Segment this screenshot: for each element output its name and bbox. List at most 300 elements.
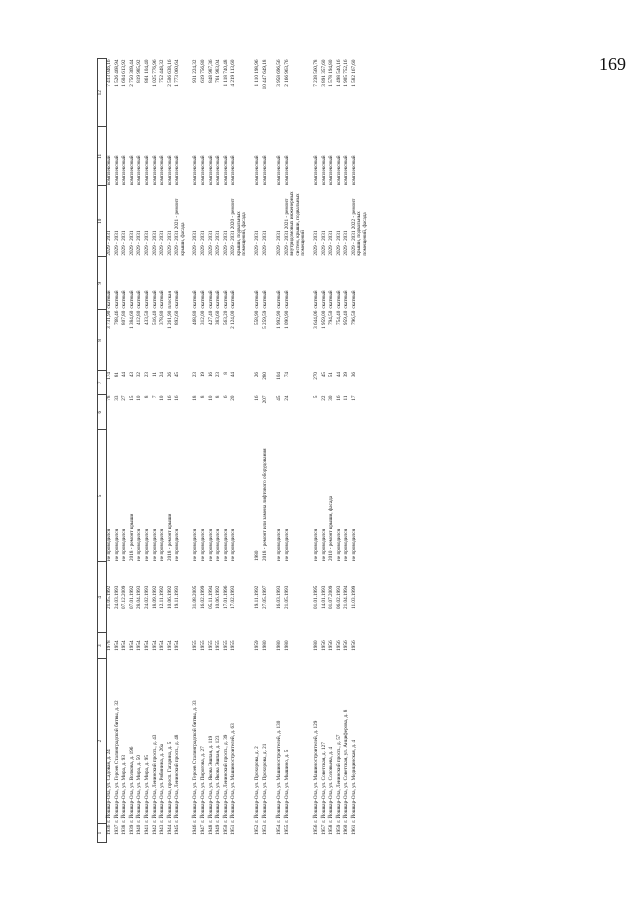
cell-roof-type: скатный — [143, 290, 150, 309]
cell-total-area: 892,60 — [174, 310, 181, 325]
cell-roof-type: плоская — [166, 291, 173, 309]
cell-build-year: 1954 — [113, 640, 120, 651]
cell-repair-cost: 1 110 198,96 — [253, 59, 260, 87]
cell-roof-type: скатный — [174, 290, 181, 309]
cell-repair-period: 2029 - 2031 — [343, 230, 350, 256]
cell-repair-kind: комплексный — [335, 155, 342, 185]
cell-value-6: 8 — [215, 395, 222, 399]
cell-build-year: 1956 — [350, 640, 357, 651]
cell-row-number: 1956 — [312, 824, 319, 836]
cell-row-number: 1959 — [335, 824, 342, 836]
cell-roof-type: скатный — [283, 290, 290, 309]
table-row — [285, 59, 307, 843]
cell-repair-kind: комплексный — [143, 155, 150, 185]
cell-last-repair: не проводился — [320, 529, 327, 561]
cell-row-number: 1939 — [128, 824, 135, 836]
cell-repair-period: 2029 - 2031 — [207, 230, 214, 256]
cell-build-year: 1954 — [159, 640, 166, 651]
cell-address: г. Йошкар-Ола, ул. Мышино, д. 5 — [283, 749, 290, 823]
cell-value-7: 43 — [128, 371, 135, 378]
cell-repair-kind: комплексный — [159, 155, 166, 185]
cell-row-number: 1941 — [143, 824, 150, 836]
cell-repair-cost: 1 773 060,64 — [174, 59, 181, 87]
cell-address: г. Йошкар-Ола, ул. Волкова, д. 196 — [128, 746, 135, 823]
cell-value-6: 16 — [335, 395, 342, 401]
cell-build-year: 1956 — [320, 640, 327, 651]
cell-repair-cost: 7 238 560,78 — [312, 59, 319, 87]
header-col-2: 2 — [98, 659, 107, 824]
cell-repair-kind: комплексный — [151, 155, 158, 185]
cell-total-area: 3 644,06 — [312, 310, 319, 329]
cell-repair-period: 2029 - 2031 — [276, 230, 283, 256]
cell-total-area: 754,40 — [335, 310, 342, 325]
cell-value-6: 20 — [230, 395, 237, 401]
cell-repair-kind: комплексный — [215, 155, 222, 185]
cell-last-repair: не проводился — [136, 529, 143, 561]
cell-value-7: 32 — [136, 371, 143, 378]
cell-address: г. Йошкар-Ола, ул. Советская, д. 127 — [320, 742, 327, 823]
cell-repair-cost: 761 983,04 — [215, 59, 222, 83]
cell-total-area: 1 959,00 — [320, 310, 327, 329]
capital-repair-table — [97, 58, 368, 843]
cell-total-area: 427,40 — [207, 310, 214, 325]
cell-roof-type: скатный — [136, 290, 143, 309]
cell-total-area: 5 259,59 — [261, 310, 268, 329]
cell-repair-cost: 619 756,80 — [200, 59, 207, 83]
cell-row-number: 1945 — [174, 824, 181, 836]
cell-repair-cost: 2 750 369,44 — [128, 59, 135, 87]
cell-value-6: 207 — [261, 395, 268, 404]
cell-last-repair: не проводился — [312, 529, 319, 561]
cell-last-repair: не проводился — [121, 529, 128, 561]
table-row — [352, 59, 368, 843]
cell-build-year: 1955 — [207, 640, 214, 651]
cell-repair-kind: комплексный — [261, 155, 268, 185]
cell-repair-kind: комплексный — [121, 155, 128, 185]
cell-value-6: 7 — [151, 395, 158, 399]
cell-roof-type: скатный — [128, 290, 135, 309]
rotated-table-area — [97, 58, 573, 843]
cell-repair-period: 2029 - 2031 2022 - ремонт крыши, подвальных помещений, фасада — [350, 198, 368, 256]
cell-build-year: 1954 — [143, 640, 150, 651]
cell-roof-type: скатный — [192, 290, 199, 309]
cell-value-6: 45 — [276, 395, 283, 401]
cell-row-number: 1938 — [121, 824, 128, 836]
cell-address: г. Йошкар-Ола, ул. Медицинская, д. 4 — [350, 739, 357, 823]
cell-value-7: 8 — [222, 371, 229, 375]
cell-survey-date: 24.03.1993 — [113, 585, 120, 609]
cell-value-6: 8 — [200, 395, 207, 399]
cell-repair-cost: 3 891 357,60 — [320, 59, 327, 87]
cell-repair-kind: комплексный — [276, 155, 283, 185]
cell-value-6: 33 — [113, 395, 120, 401]
cell-survey-date: 17.02.1993 — [230, 585, 237, 609]
cell-repair-period: 2029 - 2031 — [136, 230, 143, 256]
cell-build-year: 1956 — [343, 640, 350, 651]
cell-survey-date: 19.11.1992 — [253, 585, 260, 609]
cell-repair-kind: комплексный — [312, 155, 319, 185]
header-col-12: 12 — [98, 59, 107, 127]
cell-survey-date: 05.11.1994 — [207, 585, 214, 609]
cell-last-repair: 2018 - ремонт или замена лифтового оборудования — [261, 448, 268, 561]
cell-value-7: 44 — [121, 371, 128, 378]
cell-survey-date: 21.05.1992 — [106, 585, 112, 609]
cell-value-7: 19 — [200, 371, 207, 378]
cell-value-7: 16 — [207, 371, 214, 378]
cell-last-repair: не проводился — [343, 529, 350, 561]
header-col-9: 9 — [98, 257, 107, 310]
cell-roof-type: скатный — [350, 290, 357, 309]
cell-value-7: 11 — [151, 371, 158, 377]
cell-roof-type: скатный — [215, 290, 222, 309]
header-col-11: 11 — [98, 127, 107, 186]
cell-roof-type: скатный — [151, 290, 158, 309]
cell-survey-date: 17.01.1996 — [222, 585, 229, 609]
cell-roof-type: скатный — [106, 290, 112, 309]
cell-value-7: 81 — [113, 371, 120, 378]
cell-repair-kind: комплексный — [343, 155, 350, 185]
cell-total-area: 433,50 — [143, 310, 150, 325]
cell-build-year: 1956 — [335, 640, 342, 651]
cell-repair-kind: комплексный — [320, 155, 327, 185]
cell-repair-cost: 848 987,36 — [207, 59, 214, 83]
cell-repair-kind: комплексный — [207, 155, 214, 185]
cell-repair-period: 2029 - 2031 — [166, 230, 173, 256]
cell-row-number: 1958 — [328, 824, 335, 836]
cell-repair-period: 2029 - 2031 — [320, 230, 327, 256]
cell-survey-date: 16.02.1999 — [200, 585, 207, 609]
cell-value-6: 16 — [166, 395, 173, 401]
cell-value-6: 6 — [222, 395, 229, 399]
cell-row-number: 1955 — [283, 824, 290, 836]
cell-value-7: 45 — [174, 371, 181, 378]
cell-survey-date: 18.09.1992 — [151, 585, 158, 609]
cell-row-number: 1937 — [113, 824, 120, 836]
cell-value-7: 39 — [343, 371, 350, 378]
cell-total-area: 558,90 — [253, 310, 260, 325]
cell-total-area: 383,60 — [215, 310, 222, 325]
header-col-10: 10 — [98, 186, 107, 257]
cell-row-number: 1948 — [207, 824, 214, 836]
table-body — [107, 59, 369, 843]
cell-address: г. Йошкар-Ола, ул. Мира, д. 50 — [136, 755, 143, 823]
cell-last-repair: не проводился — [151, 529, 158, 561]
header-col-1: 1 — [98, 824, 107, 843]
cell-value-7: 174 — [106, 371, 112, 380]
cell-repair-cost: 931 224,32 — [192, 59, 199, 83]
cell-value-7: 44 — [335, 371, 342, 378]
cell-total-area: 959,40 — [343, 310, 350, 325]
cell-value-7: 51 — [328, 371, 335, 378]
cell-build-year: 1978 — [106, 640, 112, 651]
cell-repair-kind: комплексный — [328, 155, 335, 185]
cell-survey-date: 11.03.1999 — [350, 585, 357, 609]
cell-repair-period: 2029 - 2031 — [215, 230, 222, 256]
cell-roof-type: скатный — [328, 290, 335, 309]
cell-row-number: 1952 — [253, 824, 260, 836]
cell-row-number: 1957 — [320, 824, 327, 836]
cell-survey-date: 21.04.1994 — [343, 585, 350, 609]
cell-last-repair: не проводился — [283, 529, 290, 561]
cell-address: г. Йошкар-Ола, Ленинский просп., д. 39 — [222, 734, 229, 823]
cell-row-number: 1947 — [200, 824, 207, 836]
cell-address: г. Йошкар-Ола, ул. Советская, ул. Анциферова, д. 8 — [343, 709, 350, 823]
cell-repair-kind: комплексный — [253, 155, 260, 185]
cell-repair-period: 2029 - 2031 2021 - ремонт крыши, фасада — [174, 198, 186, 256]
cell-survey-date: 14.01.1993 — [320, 585, 327, 609]
cell-row-number: 1950 — [222, 824, 229, 836]
cell-address: г. Йошкар-Ола, ул. Садовая, д. 24 — [106, 749, 112, 823]
cell-value-6: 18 — [192, 395, 199, 401]
cell-roof-type: скатный — [230, 290, 237, 309]
cell-repair-cost: 819 985,92 — [136, 59, 143, 83]
cell-build-year: 1955 — [215, 640, 222, 651]
header-col-6: 6 — [98, 395, 107, 430]
cell-repair-period: 2029 - 2031 — [106, 230, 112, 256]
cell-repair-period: 2029 - 2031 — [200, 230, 207, 256]
cell-build-year: 1954 — [121, 640, 128, 651]
cell-value-7: 44 — [230, 371, 237, 378]
cell-roof-type: скатный — [276, 290, 283, 309]
cell-row-number: 1960 — [343, 824, 350, 836]
cell-address: г. Йошкар-Ола, ул. Якова Эшпая, д. 123 — [215, 735, 222, 823]
cell-value-6: 10 — [207, 395, 214, 401]
cell-repair-kind: комплексный — [283, 155, 290, 185]
cell-total-area: 3 731,90 — [106, 310, 112, 329]
cell-repair-kind: комплексный — [128, 155, 135, 185]
cell-last-repair: не проводился — [207, 529, 214, 561]
cell-row-number: 1936 — [106, 824, 112, 836]
table-row — [231, 59, 247, 843]
cell-repair-kind: комплексный — [222, 155, 229, 185]
cell-address: г. Йошкар-Ола, ул. Якова Эшпая, д. 119 — [207, 735, 214, 823]
cell-row-number: 1942 — [151, 824, 158, 836]
cell-repair-cost: 2 166 963,76 — [283, 59, 290, 87]
cell-survey-date: 01.01.1995 — [312, 585, 319, 609]
cell-last-repair: не проводился — [215, 529, 222, 561]
cell-roof-type: скатный — [312, 290, 319, 309]
cell-build-year: 1980 — [261, 640, 268, 651]
cell-repair-kind: комплексный — [166, 155, 173, 185]
cell-address: г. Йошкар-Ола, ул. Машиностроителей, д. 130 — [276, 720, 283, 823]
cell-repair-cost: 4 219 113,60 — [230, 59, 237, 87]
cell-last-repair: не проводился — [174, 529, 181, 561]
cell-build-year: 1954 — [166, 640, 173, 651]
cell-repair-cost: 3 958 696,56 — [276, 59, 283, 87]
table-row — [175, 59, 186, 843]
cell-value-6: 22 — [320, 395, 327, 401]
cell-build-year: 1980 — [283, 640, 290, 651]
cell-address: г. Йошкар-Ола, Ленинский просп., д. 48 — [174, 734, 181, 823]
cell-build-year: 1954 — [151, 640, 158, 651]
cell-address: г. Йошкар-Ола, просп. Гагарина, д. 5 — [166, 741, 173, 823]
cell-value-6: 10 — [159, 395, 166, 401]
cell-repair-period: 2029 - 2031 — [328, 230, 335, 256]
cell-value-7: 280 — [261, 371, 268, 380]
cell-repair-period: 2029 - 2031 — [113, 230, 120, 256]
cell-total-area: 468,80 — [192, 310, 199, 325]
cell-roof-type: скатный — [343, 290, 350, 309]
cell-survey-date: 28.04.1993 — [136, 585, 143, 609]
cell-row-number: 1961 — [350, 824, 357, 836]
cell-roof-type: скатный — [335, 290, 342, 309]
cell-survey-date: 12.11.1992 — [159, 585, 166, 609]
cell-total-area: 516,40 — [151, 310, 158, 325]
cell-repair-period: 2029 - 2031 — [151, 230, 158, 256]
cell-roof-type: скатный — [113, 290, 120, 309]
cell-total-area: 768,46 — [113, 310, 120, 325]
cell-repair-kind: комплексный — [174, 155, 181, 185]
header-col-5: 5 — [98, 430, 107, 562]
cell-total-area: 794,50 — [328, 310, 335, 325]
cell-row-number: 1940 — [136, 824, 143, 836]
cell-row-number: 1954 — [276, 824, 283, 836]
cell-value-6: 17 — [350, 395, 357, 401]
cell-repair-kind: комплексный — [350, 155, 357, 185]
cell-value-7: 23 — [192, 371, 199, 378]
cell-last-repair: 2010 - ремонт крыши, фасада — [328, 495, 335, 561]
cell-survey-date: 16.03.1993 — [276, 585, 283, 609]
cell-row-number: 1951 — [230, 824, 237, 836]
cell-repair-period: 2029 - 2031 2021 - ремонт внутридомовых инженерных систем, крыши, подвальных помещений — [283, 191, 307, 256]
cell-address: г. Йошкар-Ола, ул. Героев Сталинградской битвы, д. 32 — [113, 700, 120, 823]
cell-repair-cost: 10 447 649,18 — [261, 59, 268, 90]
cell-build-year: 1955 — [230, 640, 237, 651]
cell-value-7: 23 — [215, 371, 222, 378]
cell-row-number: 1949 — [215, 824, 222, 836]
cell-build-year: 1956 — [328, 640, 335, 651]
cell-repair-cost: 1 118 740,48 — [222, 59, 229, 87]
cell-total-area: 807,80 — [121, 310, 128, 325]
cell-last-repair: не проводился — [159, 529, 166, 561]
page-number: 169 — [599, 54, 626, 74]
header-col-8: 8 — [98, 310, 107, 371]
cell-repair-cost: 1 498 540,16 — [335, 59, 342, 87]
cell-repair-period: 2029 - 2031 — [159, 230, 166, 256]
cell-survey-date: 07.01.1992 — [128, 585, 135, 609]
cell-repair-cost: 861 104,40 — [143, 59, 150, 83]
cell-repair-cost: 1 578 194,80 — [328, 59, 335, 87]
cell-roof-type: скатный — [222, 290, 229, 309]
cell-total-area: 378,80 — [159, 310, 166, 325]
cell-value-7: 26 — [253, 371, 260, 378]
cell-last-repair: 2018 - ремонт крыши — [166, 513, 173, 561]
cell-row-number: 1944 — [166, 824, 173, 836]
cell-address: г. Йошкар-Ола, ул. Машиностроителей, д. 129 — [312, 720, 319, 823]
cell-value-6: 10 — [136, 395, 143, 401]
cell-repair-period: 2029 - 2031 — [128, 230, 135, 256]
cell-total-area: 1 090,90 — [283, 310, 290, 329]
table-row — [263, 59, 271, 843]
cell-survey-date: 21.05.1993 — [283, 585, 290, 609]
cell-repair-cost: 1 905 752,16 — [343, 59, 350, 87]
cell-survey-date: 06.02.1993 — [335, 585, 342, 609]
cell-value-7: 270 — [312, 371, 319, 380]
cell-repair-cost: 752 448,32 — [159, 59, 166, 83]
cell-address: г. Йошкар-Ола, ул. Соловьева, д. 4 — [328, 746, 335, 823]
cell-roof-type: скатный — [121, 290, 128, 309]
cell-repair-period: 2029 - 2031 — [312, 230, 319, 256]
cell-repair-kind: комплексный — [136, 155, 143, 185]
cell-survey-date: 07.12.2009 — [121, 585, 128, 609]
cell-build-year: 1980 — [276, 640, 283, 651]
cell-roof-type: скатный — [207, 290, 214, 309]
cell-repair-period: 2029 - 2031 — [253, 230, 260, 256]
cell-survey-date: 10.06.1992 — [215, 585, 222, 609]
cell-repair-period: 2029 - 2031 — [143, 230, 150, 256]
cell-last-repair: не проводился — [335, 529, 342, 561]
cell-address: г. Йошкар-Ола, ул. Прохорова, д. 2 — [253, 746, 260, 823]
cell-build-year: 1980 — [312, 640, 319, 651]
cell-repair-period: 2029 - 2031 — [121, 230, 128, 256]
cell-value-7: 24 — [159, 371, 166, 378]
cell-repair-period: 2029 - 2031 — [261, 230, 268, 256]
cell-last-repair: не проводился — [230, 529, 237, 561]
cell-total-area: 563,20 — [222, 310, 229, 325]
cell-total-area: 1 261,90 — [166, 310, 173, 329]
cell-value-6: 16 — [174, 395, 181, 401]
cell-repair-period: 2029 - 2031 — [335, 230, 342, 256]
cell-survey-date: 19.11.1993 — [174, 585, 181, 609]
cell-build-year: 1954 — [128, 640, 135, 651]
cell-total-area: 1 384,60 — [128, 310, 135, 329]
cell-value-6: 8 — [143, 395, 150, 399]
cell-last-repair: не проводился — [200, 529, 207, 561]
cell-survey-date: 01.07.2009 — [328, 585, 335, 609]
cell-repair-cost: 2 506 638,16 — [166, 59, 173, 87]
cell-last-repair: не проводился — [143, 529, 150, 561]
rotated-table-container — [97, 58, 573, 843]
cell-value-6: 24 — [283, 395, 290, 401]
cell-repair-cost: 1 025 776,96 — [151, 59, 158, 87]
cell-last-repair: не проводился — [276, 529, 283, 561]
cell-address: г. Йошкар-Ола, Ленинский просп., д. 57 — [335, 734, 342, 823]
cell-value-7: 45 — [320, 371, 327, 378]
cell-address: г. Йошкар-Ола, Ленинский просп., д. 43 — [151, 734, 158, 823]
cell-repair-kind: комплексный — [230, 155, 237, 185]
cell-roof-type: скатный — [159, 290, 166, 309]
cell-repair-period: 2029 - 2031 — [222, 230, 229, 256]
cell-build-year: 1955 — [192, 640, 199, 651]
cell-value-6: 27 — [121, 395, 128, 401]
cell-survey-date: 31.08.2005 — [192, 585, 199, 609]
cell-build-year: 1959 — [253, 640, 260, 651]
cell-address: г. Йошкар-Ола, ул. Рябинина, д. 26а — [159, 743, 166, 823]
cell-value-7: 23 — [143, 371, 150, 378]
header-col-3: 3 — [98, 633, 107, 659]
cell-build-year: 1954 — [174, 640, 181, 651]
cell-address: г. Йошкар-Ола, ул. Мира, д. 93 — [121, 755, 128, 823]
cell-row-number: 1946 — [192, 824, 199, 836]
cell-repair-period: 2029 - 2031 — [192, 230, 199, 256]
cell-survey-date: 10.06.1992 — [166, 585, 173, 609]
cell-total-area: 1 992,90 — [276, 310, 283, 329]
cell-address: г. Йошкар-Ола, ул. Героев Сталинградской битвы, д. 33 — [192, 700, 199, 823]
cell-build-year: 1954 — [136, 640, 143, 651]
cell-repair-kind: комплексный — [192, 155, 199, 185]
cell-address: г. Йошкар-Ола, ул. Пирогова, д. 27 — [200, 746, 207, 823]
cell-build-year: 1955 — [200, 640, 207, 651]
cell-repair-period: 2029 - 2031 2020 - ремонт крыши, подвальных помещений, фасада — [230, 198, 248, 256]
cell-total-area: 796,50 — [350, 310, 357, 325]
cell-value-6: 15 — [128, 395, 135, 401]
cell-last-repair: 2018 - ремонт крыши — [128, 513, 135, 561]
cell-build-year: 1955 — [222, 640, 229, 651]
cell-roof-type: скатный — [200, 290, 207, 309]
cell-repair-cost: 1 526 468,94 — [113, 59, 120, 87]
cell-total-area: 312,00 — [200, 310, 207, 325]
cell-repair-cost: 1 604 613,92 — [121, 59, 128, 87]
